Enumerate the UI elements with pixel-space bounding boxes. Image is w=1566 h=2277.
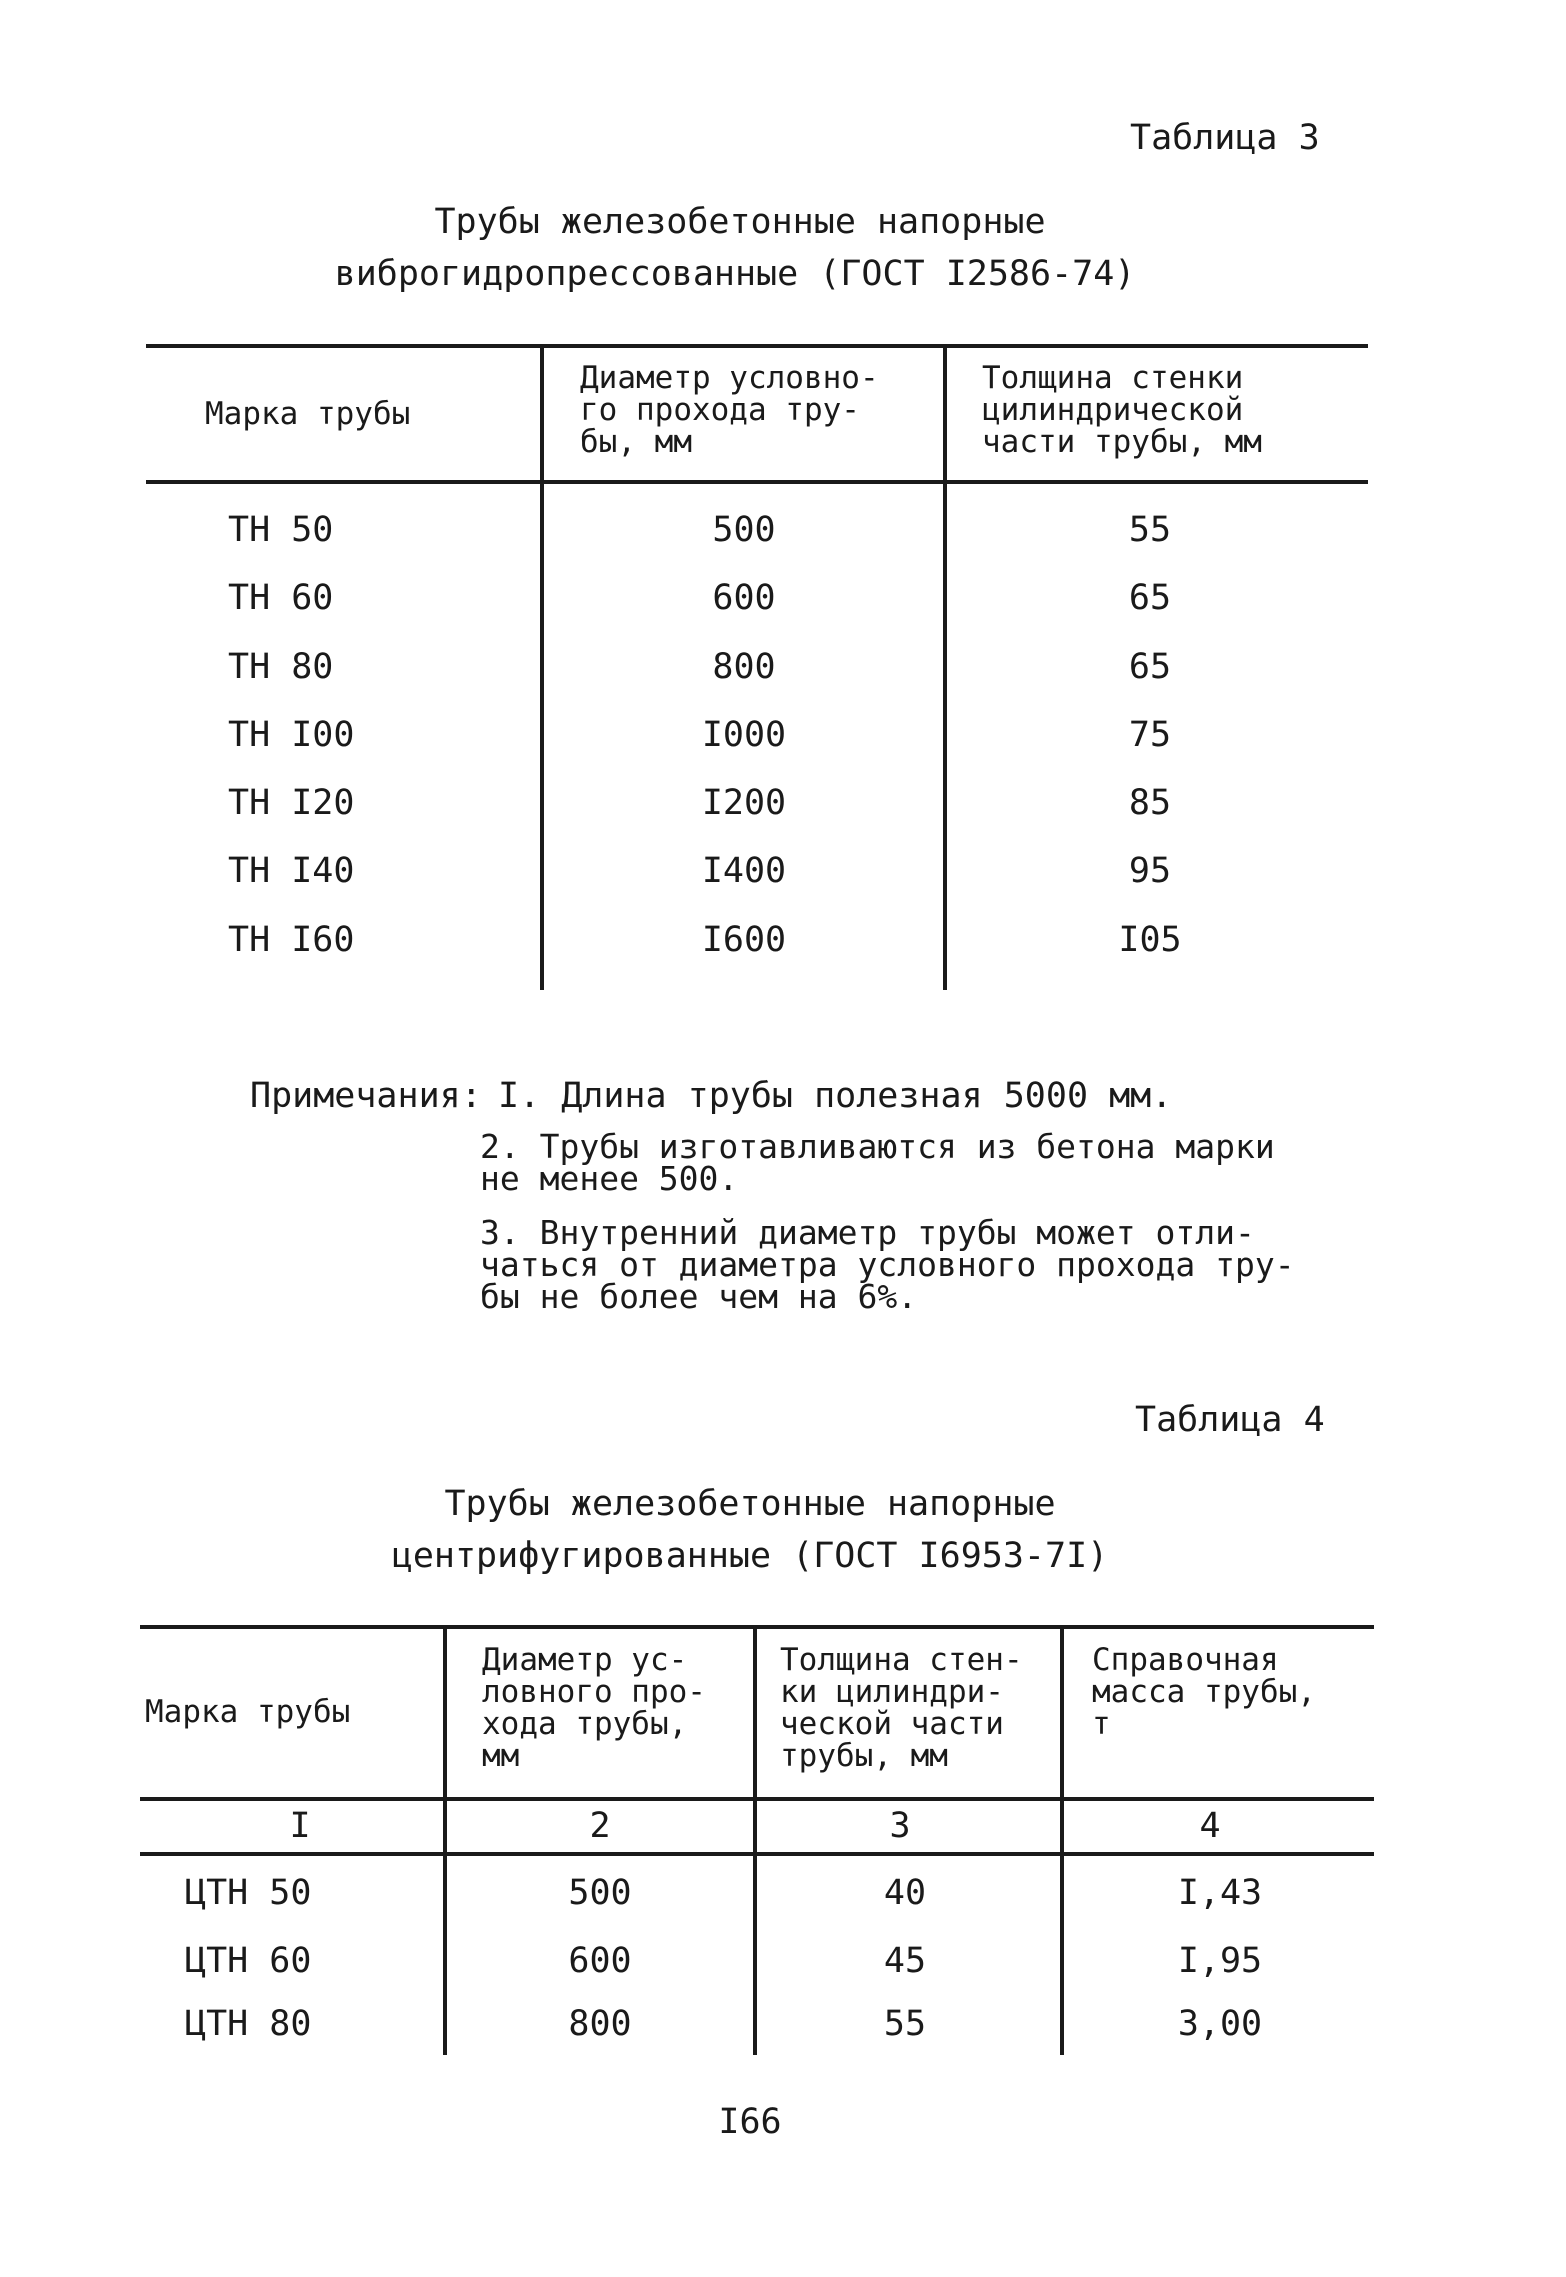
table3-cell-thickness: I05 bbox=[1118, 920, 1182, 960]
table4-title-line1: Трубы железобетонные напорные bbox=[444, 1484, 1056, 1524]
table3-top-rule bbox=[146, 344, 1368, 348]
table3-cell-diameter: 600 bbox=[712, 578, 776, 618]
table3-title-line2: виброгидропрессованные (ГОСТ I2586-74) bbox=[334, 254, 1136, 294]
table4-cell-mass: 3,00 bbox=[1177, 2004, 1263, 2044]
note-item: I. Длина трубы полезная 5000 мм. bbox=[498, 1076, 1173, 1116]
table3-header-thickness-line: части трубы, мм bbox=[982, 424, 1262, 460]
table4-header-mass-line: Справочная bbox=[1092, 1642, 1279, 1678]
table3-cell-diameter: 800 bbox=[712, 647, 776, 687]
table3-cell-diameter: I200 bbox=[701, 783, 787, 823]
table3-col-divider-2 bbox=[943, 346, 947, 990]
table4-cell-diameter: 600 bbox=[568, 1941, 632, 1981]
table3-cell-mark: ТН I20 bbox=[228, 783, 355, 823]
table4-title-line2: центрифугированные (ГОСТ I6953-7I) bbox=[391, 1536, 1109, 1576]
table4-col-number: 2 bbox=[589, 1806, 611, 1846]
table3-header-mark: Марка трубы bbox=[205, 396, 411, 432]
note-item: 2. Трубы изготавливаются из бетона марки bbox=[480, 1127, 1275, 1166]
table4-header-diameter-line: Диаметр ус- bbox=[482, 1642, 688, 1678]
table4-cell-thickness: 45 bbox=[883, 1941, 927, 1981]
table3-cell-mark: ТН 50 bbox=[228, 510, 334, 550]
table4-col-number: I bbox=[289, 1806, 311, 1846]
table3-cell-thickness: 75 bbox=[1128, 715, 1172, 755]
table4-top-rule bbox=[140, 1625, 1374, 1629]
table4-cell-thickness: 55 bbox=[883, 2004, 927, 2044]
page-number: I66 bbox=[718, 2102, 782, 2142]
note-item: бы не более чем на 6%. bbox=[480, 1277, 918, 1316]
note-item: чаться от диаметра условного прохода тру- bbox=[480, 1245, 1295, 1284]
table4-header-rule bbox=[140, 1797, 1374, 1801]
table3-cell-thickness: 95 bbox=[1128, 851, 1172, 891]
table3-header-thickness-line: Толщина стенки bbox=[982, 360, 1244, 396]
table4-header-thickness-line: Толщина стен- bbox=[780, 1642, 1023, 1678]
table3-cell-diameter: 500 bbox=[712, 510, 776, 550]
table4-header-mark: Марка трубы bbox=[145, 1694, 351, 1730]
table4-header-mass-line: масса трубы, bbox=[1092, 1674, 1316, 1710]
table4-cell-mass: I,43 bbox=[1177, 1873, 1263, 1913]
table4-header-thickness-line: ческой части bbox=[780, 1706, 1004, 1742]
table3-cell-diameter: I000 bbox=[701, 715, 787, 755]
table3-cell-diameter: I400 bbox=[701, 851, 787, 891]
table3-cell-mark: ТН I40 bbox=[228, 851, 355, 891]
table4-header-diameter-line: хода трубы, bbox=[482, 1706, 688, 1742]
notes-label: Примечания: bbox=[250, 1076, 482, 1116]
table3-header-diameter-line: Диаметр условно- bbox=[580, 360, 879, 396]
table3-header-diameter-line: го прохода тру- bbox=[580, 392, 860, 428]
table4-label: Таблица 4 bbox=[1135, 1400, 1325, 1440]
table4-numbers-rule bbox=[140, 1852, 1374, 1856]
table3-header-diameter-line: бы, мм bbox=[580, 424, 692, 460]
table4-cell-mark: ЦТН 50 bbox=[185, 1873, 312, 1913]
table3-cell-mark: ТН 60 bbox=[228, 578, 334, 618]
table4-col-divider-2 bbox=[753, 1627, 757, 2055]
table4-col-divider-3 bbox=[1060, 1627, 1064, 2055]
table3-title-line1: Трубы железобетонные напорные bbox=[434, 202, 1046, 242]
table3-cell-mark: ТН I00 bbox=[228, 715, 355, 755]
table3-cell-thickness: 55 bbox=[1128, 510, 1172, 550]
note-item: 3. Внутренний диаметр трубы может отли- bbox=[480, 1213, 1255, 1252]
table3-header-rule bbox=[146, 480, 1368, 484]
table4-cell-diameter: 500 bbox=[568, 1873, 632, 1913]
table3-label: Таблица 3 bbox=[1130, 118, 1320, 158]
table4-col-divider-1 bbox=[443, 1627, 447, 2055]
table4-header-mass-line: т bbox=[1092, 1706, 1111, 1742]
table4-header-thickness-line: трубы, мм bbox=[780, 1738, 948, 1774]
table3-header-thickness-line: цилиндрической bbox=[982, 392, 1244, 428]
table4-cell-mass: I,95 bbox=[1177, 1941, 1263, 1981]
table3-cell-thickness: 65 bbox=[1128, 647, 1172, 687]
table4-cell-diameter: 800 bbox=[568, 2004, 632, 2044]
note-item: не менее 500. bbox=[480, 1159, 739, 1198]
table3-cell-diameter: I600 bbox=[701, 920, 787, 960]
table3-col-divider-1 bbox=[540, 346, 544, 990]
table4-header-thickness-line: ки цилиндри- bbox=[780, 1674, 1004, 1710]
table4-col-number: 3 bbox=[889, 1806, 911, 1846]
table4-cell-thickness: 40 bbox=[883, 1873, 927, 1913]
table3-cell-mark: ТН I60 bbox=[228, 920, 355, 960]
table4-cell-mark: ЦТН 60 bbox=[185, 1941, 312, 1981]
table4-header-diameter-line: мм bbox=[482, 1738, 520, 1774]
table4-header-diameter-line: ловного про- bbox=[482, 1674, 706, 1710]
table3-cell-thickness: 85 bbox=[1128, 783, 1172, 823]
table4-cell-mark: ЦТН 80 bbox=[185, 2004, 312, 2044]
table4-col-number: 4 bbox=[1199, 1806, 1221, 1846]
table3-cell-thickness: 65 bbox=[1128, 578, 1172, 618]
table3-cell-mark: ТН 80 bbox=[228, 647, 334, 687]
